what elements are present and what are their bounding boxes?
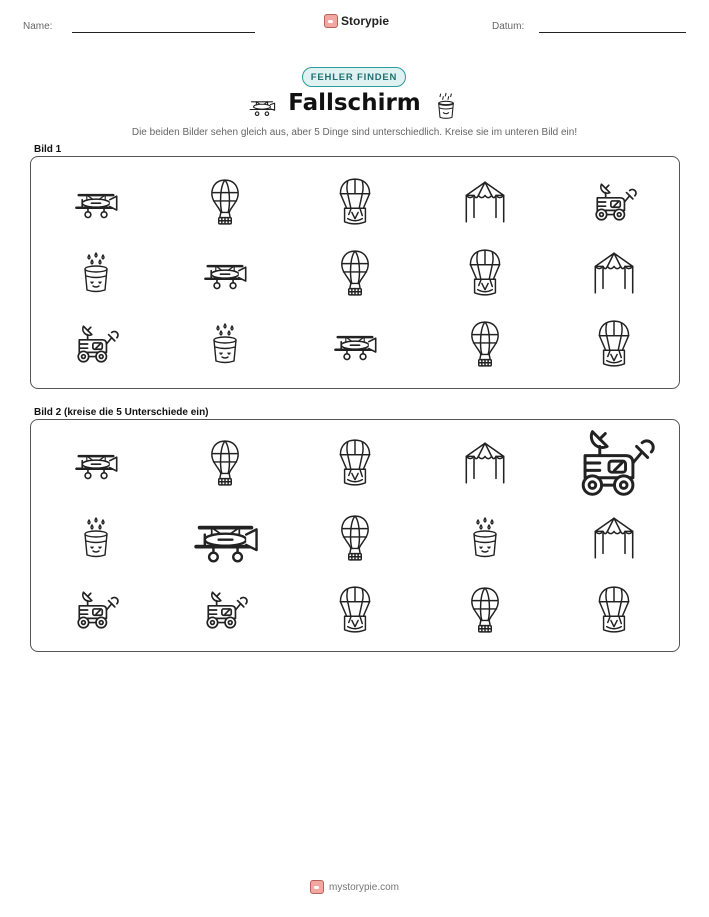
picture1-cell-r1-c3[interactable]	[290, 167, 420, 237]
name-label: Name:	[23, 21, 53, 32]
pig-icon	[324, 14, 338, 28]
picture2-label: Bild 2 (kreise die 5 Unterschiede ein)	[34, 407, 209, 418]
balloon-icon	[469, 586, 501, 634]
tent-icon	[463, 180, 507, 224]
date-line[interactable]	[539, 32, 686, 33]
parachute-icon	[597, 585, 631, 635]
bucket-icon	[81, 517, 111, 559]
picture1-panel	[30, 156, 680, 389]
picture2-cell-r3-c4[interactable]	[420, 574, 550, 646]
picture2-cell-r2-c4[interactable]	[420, 502, 550, 574]
picture1-cell-r3-c1[interactable]	[31, 309, 161, 379]
picture1-cell-r1-c4[interactable]	[420, 167, 550, 237]
activity-badge: FEHLER FINDEN	[302, 67, 406, 87]
picture2-cell-r2-c1[interactable]	[31, 502, 161, 574]
picture1-cell-r1-c1[interactable]	[31, 167, 161, 237]
picture1-cell-r2-c3[interactable]	[290, 237, 420, 309]
title-bucket-icon	[436, 92, 456, 125]
biplane-icon	[73, 445, 119, 481]
picture2-cell-r1-c5[interactable]	[549, 424, 679, 502]
picture2-cell-r2-c5[interactable]	[549, 502, 679, 574]
brand-logo	[324, 14, 389, 28]
picture2-panel[interactable]	[30, 419, 680, 652]
picture2-cell-r2-c2[interactable]	[161, 502, 291, 574]
picture2-cell-r1-c3[interactable]	[290, 424, 420, 502]
biplane-icon	[332, 326, 378, 362]
tent-icon	[592, 251, 636, 295]
bucket-icon	[210, 323, 240, 365]
picture2-cell-r1-c4[interactable]	[420, 424, 550, 502]
name-line[interactable]	[72, 32, 255, 33]
tent-icon	[592, 516, 636, 560]
picture2-cell-r3-c3[interactable]	[290, 574, 420, 646]
picture1-cell-r3-c4[interactable]	[420, 309, 550, 379]
rover-icon	[73, 323, 119, 365]
balloon-icon	[339, 249, 371, 297]
picture1-cell-r3-c5[interactable]	[549, 309, 679, 379]
picture1-cell-r2-c2[interactable]	[161, 237, 291, 309]
date-label: Datum:	[492, 21, 525, 32]
picture2-grid	[31, 424, 679, 646]
biplane-icon	[191, 511, 260, 565]
picture1-cell-r2-c1[interactable]	[31, 237, 161, 309]
parachute-icon	[338, 585, 372, 635]
picture2-cell-r1-c1[interactable]	[31, 424, 161, 502]
balloon-icon	[339, 514, 371, 562]
balloon-icon	[469, 320, 501, 368]
picture1-cell-r3-c2[interactable]	[161, 309, 291, 379]
bucket-icon	[470, 517, 500, 559]
picture1-label: Bild 1	[34, 144, 62, 155]
picture1-cell-r2-c5[interactable]	[549, 237, 679, 309]
picture1-cell-r1-c5[interactable]	[549, 167, 679, 237]
footer	[0, 880, 709, 894]
picture2-cell-r3-c1[interactable]	[31, 574, 161, 646]
balloon-icon	[209, 439, 241, 487]
picture1-cell-r3-c3[interactable]	[290, 309, 420, 379]
picture2-cell-r3-c2[interactable]	[161, 574, 291, 646]
rover-icon	[73, 589, 119, 631]
tent-icon	[463, 441, 507, 485]
biplane-icon	[73, 184, 119, 220]
rover-icon	[591, 181, 637, 223]
picture1-grid	[31, 167, 679, 379]
parachute-icon	[597, 319, 631, 369]
rover-icon	[202, 589, 248, 631]
picture2-cell-r1-c2[interactable]	[161, 424, 291, 502]
bucket-icon	[81, 252, 111, 294]
balloon-icon	[209, 178, 241, 226]
parachute-icon	[338, 177, 372, 227]
picture1-cell-r2-c4[interactable]	[420, 237, 550, 309]
picture1-cell-r1-c2[interactable]	[161, 167, 291, 237]
footer-site: mystorypie.com	[328, 881, 399, 893]
picture2-cell-r3-c5[interactable]	[549, 574, 679, 646]
footer-pig-icon	[310, 880, 324, 894]
parachute-icon	[468, 248, 502, 298]
picture2-cell-r2-c3[interactable]	[290, 502, 420, 574]
page-title: Fallschirm	[288, 90, 421, 116]
brand-name: Storypie	[341, 14, 390, 28]
rover-icon	[574, 426, 655, 500]
instructions: Die beiden Bilder sehen gleich aus, aber 5 Dinge sind unterschiedlich. Kreise sie im unteren Bild ein!	[131, 127, 578, 138]
parachute-icon	[338, 438, 372, 488]
biplane-icon	[202, 255, 248, 291]
